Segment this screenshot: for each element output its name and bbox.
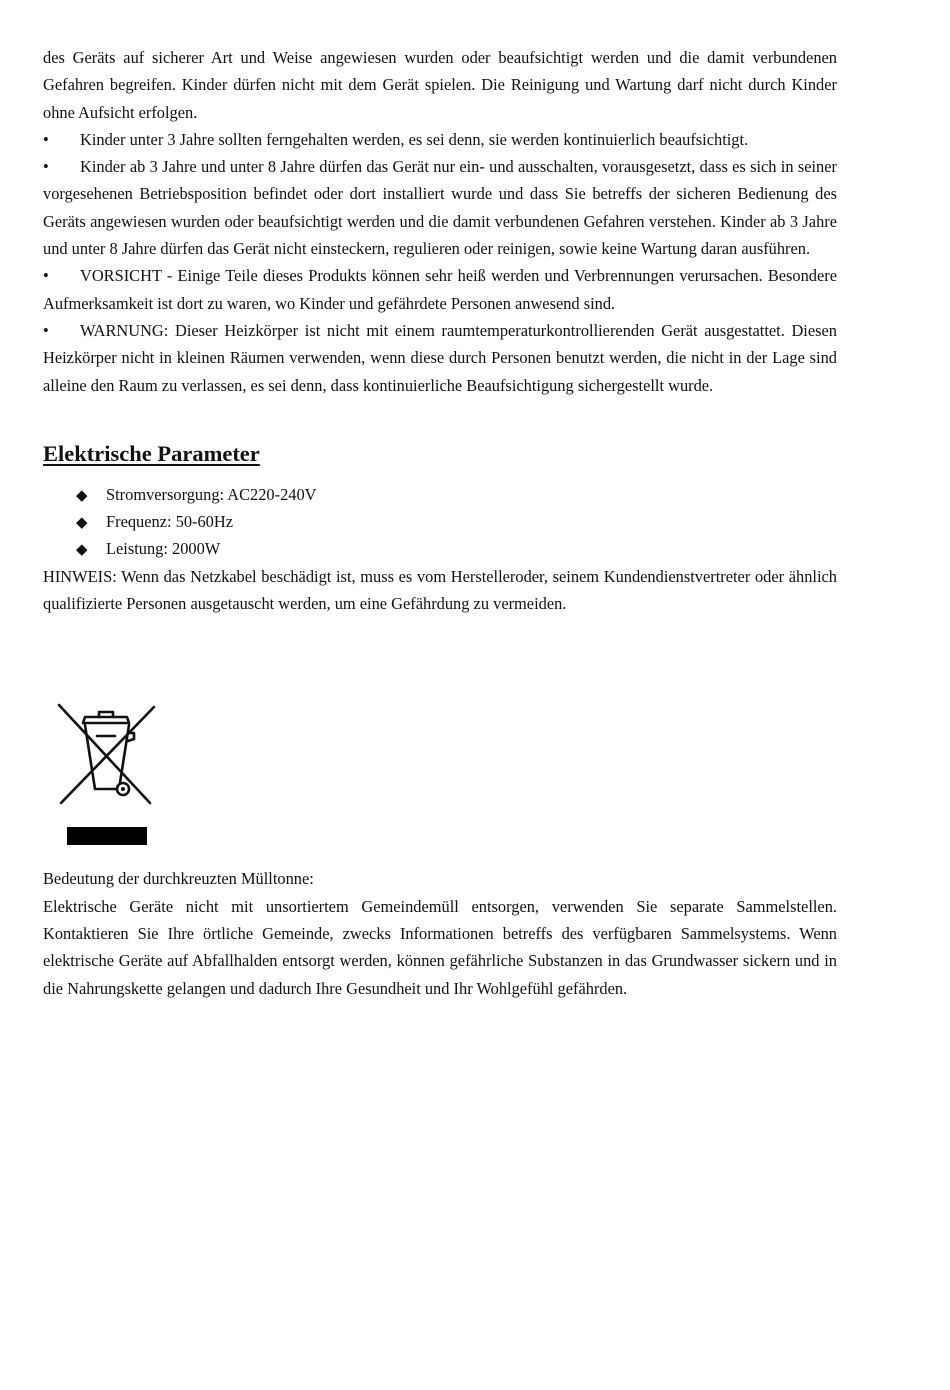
diamond-bullet-icon: ◆ — [76, 487, 88, 504]
diamond-bullet-icon: ◆ — [76, 542, 88, 559]
bullet-marker: • — [43, 129, 49, 149]
disposal-title: Bedeutung der durchkreuzten Mülltonne: — [43, 869, 314, 889]
disposal-section — [43, 865, 837, 1001]
document-page — [43, 44, 837, 1002]
electrical-specs-list — [76, 481, 837, 563]
safety-bullet-text: Kinder ab 3 Jahre und unter 8 Jahre dürfen das Gerät nur ein- und ausschalten, vorausgesetzt, dass es sich in seiner vorgesehenen Betriebsposition befindet oder dort installiert wurde und dass Sie betreffs der sicheren Bedienung des Geräts angewiesen wurden oder beaufsichtigt werden und die damit verbundenen Gefahren verstehen. Kinder ab 3 Jahre und unter 8 Jahre dürfen das Gerät nicht einsteckern, regulieren oder reinigen, sowie keine Wartung daran ausführen. — [43, 157, 837, 259]
power-cord-note: HINWEIS: Wenn das Netzkabel beschädigt ist, muss es vom Herstelleroder, seinem Kundendienstvertreter oder ähnlich qualifizierte Personen ausgetauscht werden, um eine Gefährdung zu vermeiden. — [43, 566, 837, 614]
bullet-marker: • — [43, 157, 49, 177]
spec-item-power — [76, 535, 837, 562]
diamond-bullet-icon: ◆ — [76, 515, 88, 532]
safety-bullet-4 — [43, 317, 837, 399]
safety-bullet-1 — [43, 126, 837, 153]
crossed-out-wheelie-bin-icon — [55, 703, 159, 845]
safety-bullet-3 — [43, 262, 837, 317]
spec-text: Leistung: 2000W — [106, 539, 221, 559]
electrical-parameters-heading: Elektrische Parameter — [43, 440, 260, 466]
safety-intro-paragraph: des Geräts auf sicherer Art und Weise angewiesen wurden oder beaufsichtigt werden und die damit verbundenen Gefahren begreifen. Kinder dürfen nicht mit dem Gerät spielen. Die Reinigung und Wartung darf nicht durch Kinder ohne Aufsicht erfolgen. — [43, 48, 837, 122]
spec-item-power-supply — [76, 481, 837, 508]
safety-bullet-text: WARNUNG: Dieser Heizkörper ist nicht mit einem raumtemperaturkontrollierenden Gerät ausgestattet. Diesen Heizkörper nicht in kleinen Räumen verwenden, wenn diese durch Personen benutzt werden, die nicht in der Lage sind alleine den Raum zu verlassen, es sei denn, dass kontinuierliche Beaufsichtigung sichergestellt wurde. — [43, 320, 837, 395]
safety-bullet-text: VORSICHT - Einige Teile dieses Produkts können sehr heiß werden und Verbrennungen verursachen. Besondere Aufmerksamkeit ist dort zu waren, wo Kinder und gefährdete Personen anwesend sind. — [43, 266, 837, 313]
spec-text: Frequenz: 50-60Hz — [106, 512, 233, 532]
safety-bullet-2 — [43, 153, 837, 262]
safety-bullet-text: Kinder unter 3 Jahre sollten ferngehalten werden, es sei denn, sie werden kontinuierlich beaufsichtigt. — [80, 129, 749, 149]
spec-text: Stromversorgung: AC220-240V — [106, 484, 317, 504]
bullet-marker: • — [43, 320, 49, 340]
bullet-marker: • — [43, 266, 49, 286]
spec-item-frequency — [76, 508, 837, 535]
disposal-paragraph: Elektrische Geräte nicht mit unsortiertem Gemeindemüll entsorgen, verwenden Sie separate Sammelstellen. Kontaktieren Sie Ihre örtliche Gemeinde, zwecks Informationen betreffs des verfügbaren Sammelsystems. Wenn elektrische Geräte auf Abfallhalden entsorgt werden, können gefährliche Substanzen in das Grundwasser sickern und in die Nahrungskette gelangen und dadurch Ihre Gesundheit und Ihr Wohlgefühl gefährden. — [43, 896, 837, 998]
